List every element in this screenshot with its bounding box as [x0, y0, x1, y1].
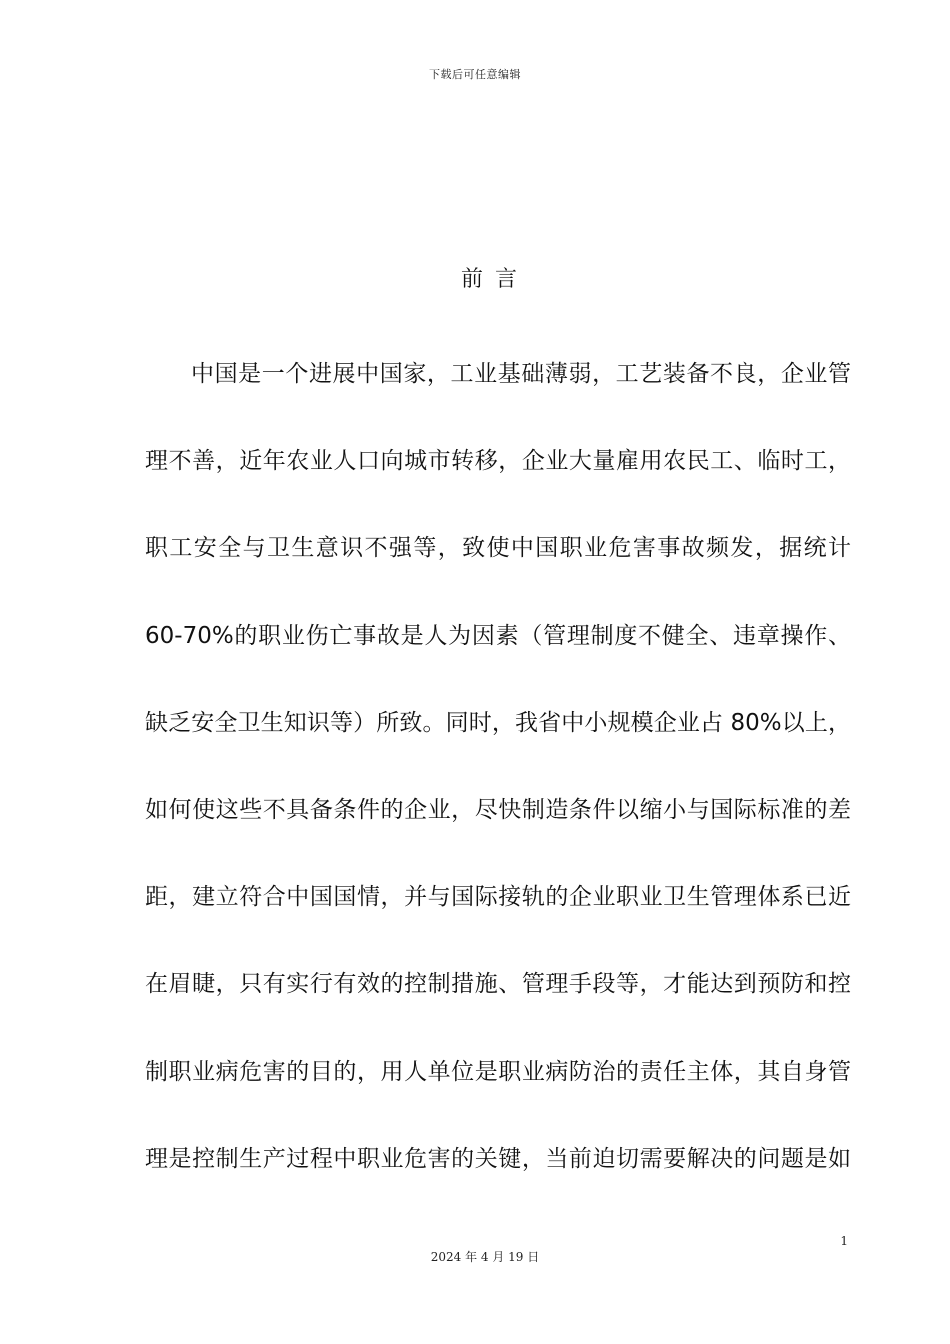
paragraph-line: 60-70%的职业伤亡事故是人为因素（管理制度不健全、违章操作、	[145, 622, 851, 649]
footer-date: 2024 年 4 月 19 日	[430, 1250, 540, 1264]
paragraph-line: 职工安全与卫生意识不强等，致使中国职业危害事故频发，据统计	[145, 535, 851, 562]
paragraph-line: 缺乏安全卫生知识等）所致。同时，我省中小规模企业占 80%以上，	[145, 709, 851, 736]
document-title: 前言	[460, 267, 529, 292]
paragraph-line: 制职业病危害的目的，用人单位是职业病防治的责任主体，其自身管	[145, 1058, 851, 1085]
paragraph-line: 理不善，近年农业人口向城市转移，企业大量雇用农民工、临时工，	[145, 448, 851, 475]
paragraph-line: 在眉睫，只有实行有效的控制措施、管理手段等，才能达到预防和控	[145, 971, 851, 998]
paragraph-line: 如何使这些不具备条件的企业，尽快制造条件以缩小与国际标准的差	[145, 796, 851, 823]
body-paragraph	[145, 342, 851, 1214]
paragraph-line: 距，建立符合中国国情，并与国际接轨的企业职业卫生管理体系已近	[145, 884, 851, 911]
header-note: 下载后可任意编辑	[429, 68, 521, 81]
paragraph-line: 中国是一个进展中国家，工业基础薄弱，工艺装备不良，企业管	[191, 361, 851, 387]
page-number: 1	[840, 1234, 848, 1248]
paragraph-line: 理是控制生产过程中职业危害的关键，当前迫切需要解决的问题是如	[145, 1145, 851, 1172]
